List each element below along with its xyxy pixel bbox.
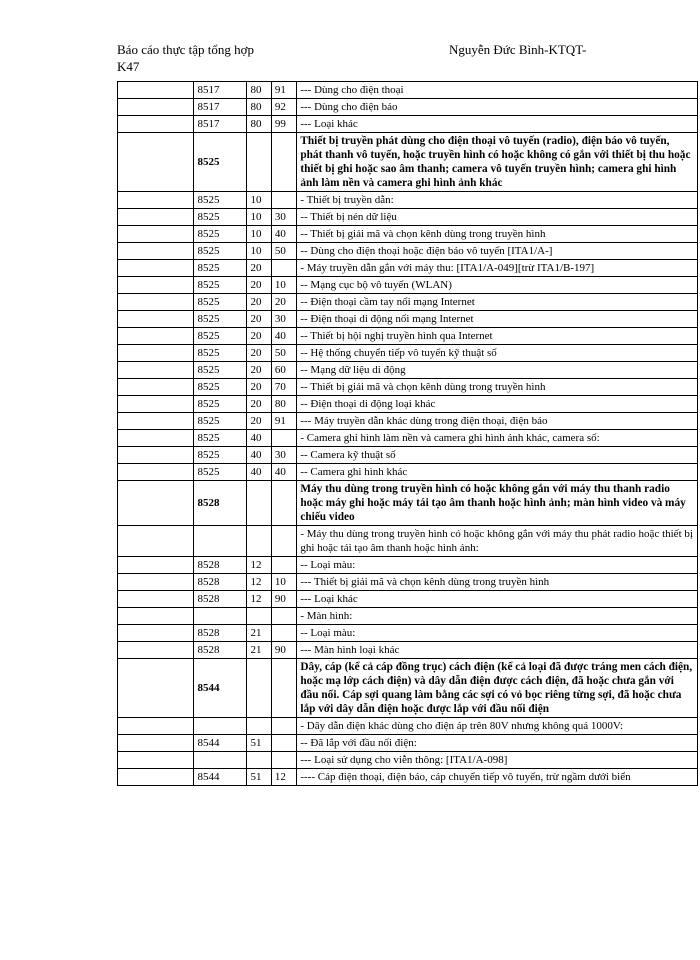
item-code-cell: 91 [271, 413, 296, 430]
heading-code-cell: 8528 [194, 557, 247, 574]
blank-cell [118, 642, 194, 659]
subheading-code-cell [247, 481, 271, 526]
item-code-cell: 40 [271, 226, 296, 243]
table-row [118, 608, 698, 625]
subheading-code-cell: 20 [247, 345, 271, 362]
subheading-code-cell: 12 [247, 574, 271, 591]
description-cell: -- Điện thoại di động loại khác [297, 396, 698, 413]
author-name: Nguyễn Đức Bình-KTQT- [449, 42, 587, 57]
description-cell: --- Máy truyền dẫn khác dùng trong điện thoại, điện báo [297, 413, 698, 430]
heading-code-cell: 8525 [194, 362, 247, 379]
blank-cell [118, 718, 194, 735]
blank-cell [118, 464, 194, 481]
heading-code-cell: 8517 [194, 116, 247, 133]
subheading-code-cell: 10 [247, 243, 271, 260]
heading-code-cell: 8525 [194, 209, 247, 226]
blank-cell [118, 328, 194, 345]
subheading-code-cell: 21 [247, 625, 271, 642]
subheading-code-cell: 12 [247, 557, 271, 574]
item-code-cell: 90 [271, 642, 296, 659]
blank-cell [118, 735, 194, 752]
blank-cell [118, 413, 194, 430]
blank-cell [118, 526, 194, 557]
item-code-cell: 90 [271, 591, 296, 608]
description-cell: -- Hệ thống chuyển tiếp vô tuyến kỹ thuật số [297, 345, 698, 362]
item-code-cell: 80 [271, 396, 296, 413]
subheading-code-cell: 51 [247, 735, 271, 752]
blank-cell [118, 82, 194, 99]
description-cell: -- Điện thoại cầm tay nối mạng Internet [297, 294, 698, 311]
subheading-code-cell: 10 [247, 226, 271, 243]
heading-code-cell: 8525 [194, 192, 247, 209]
blank-cell [118, 294, 194, 311]
item-code-cell: 12 [271, 769, 296, 786]
item-code-cell: 91 [271, 82, 296, 99]
table-row [118, 116, 698, 133]
heading-code-cell: 8525 [194, 277, 247, 294]
heading-code-cell: 8528 [194, 642, 247, 659]
subheading-code-cell [247, 608, 271, 625]
item-code-cell: 60 [271, 362, 296, 379]
blank-cell [118, 311, 194, 328]
heading-code-cell: 8525 [194, 345, 247, 362]
table-row [118, 192, 698, 209]
table-row [118, 464, 698, 481]
subheading-code-cell: 20 [247, 311, 271, 328]
item-code-cell [271, 735, 296, 752]
item-code-cell: 40 [271, 328, 296, 345]
table-row [118, 277, 698, 294]
item-code-cell: 99 [271, 116, 296, 133]
blank-cell [118, 591, 194, 608]
heading-code-cell: 8544 [194, 659, 247, 718]
table-row [118, 625, 698, 642]
item-code-cell: 30 [271, 311, 296, 328]
blank-cell [118, 243, 194, 260]
subheading-code-cell: 20 [247, 328, 271, 345]
heading-code-cell: 8528 [194, 574, 247, 591]
item-code-cell [271, 192, 296, 209]
subheading-code-cell: 20 [247, 413, 271, 430]
subheading-code-cell: 40 [247, 447, 271, 464]
table-row [118, 328, 698, 345]
description-cell: Dây, cáp (kể cả cáp đồng trục) cách điện (kể cả loại đã được tráng men cách điện, hoặc mạ lớp cách điện) và dây dẫn điện được cách điện, đã hoặc chưa gắn với đầu nối. Cáp sợi quang làm bằng các sợi có vỏ bọc riêng từng sợi, đã hoặc chưa lắp với dây dẫn điện hoặc được lắp với đầu nối điện [297, 659, 698, 718]
blank-cell [118, 277, 194, 294]
blank-cell [118, 430, 194, 447]
table-row [118, 769, 698, 786]
item-code-cell [271, 430, 296, 447]
heading-code-cell: 8525 [194, 413, 247, 430]
blank-cell [118, 226, 194, 243]
heading-code-cell: 8528 [194, 591, 247, 608]
item-code-cell: 50 [271, 243, 296, 260]
description-cell: - Thiết bị truyền dẫn: [297, 192, 698, 209]
heading-code-cell: 8525 [194, 226, 247, 243]
description-cell: - Camera ghi hình làm nền và camera ghi hình ảnh khác, camera số: [297, 430, 698, 447]
heading-code-cell: 8525 [194, 430, 247, 447]
description-cell: --- Dùng cho điện báo [297, 99, 698, 116]
subheading-code-cell: 80 [247, 116, 271, 133]
heading-code-cell: 8525 [194, 311, 247, 328]
heading-code-cell: 8544 [194, 735, 247, 752]
item-code-cell: 10 [271, 277, 296, 294]
table-row-heading [118, 133, 698, 192]
blank-cell [118, 608, 194, 625]
description-cell: Máy thu dùng trong truyền hình có hoặc không gắn với máy thu thanh radio hoặc máy ghi hoặc máy tái tạo âm thanh hoặc hình ảnh; màn hình video và máy chiếu video [297, 481, 698, 526]
description-cell: -- Loại màu: [297, 625, 698, 642]
blank-cell [118, 659, 194, 718]
table-row [118, 557, 698, 574]
blank-cell [118, 557, 194, 574]
table-row [118, 574, 698, 591]
heading-code-cell: 8525 [194, 396, 247, 413]
blank-cell [118, 574, 194, 591]
blank-cell [118, 362, 194, 379]
description-cell: - Màn hình: [297, 608, 698, 625]
table-row [118, 396, 698, 413]
description-cell: --- Loại khác [297, 591, 698, 608]
table-row [118, 82, 698, 99]
blank-cell [118, 447, 194, 464]
blank-cell [118, 379, 194, 396]
heading-code-cell: 8525 [194, 464, 247, 481]
item-code-cell: 10 [271, 574, 296, 591]
description-cell: -- Camera kỹ thuật số [297, 447, 698, 464]
tariff-table [117, 81, 698, 786]
description-cell: -- Loại màu: [297, 557, 698, 574]
item-code-cell: 92 [271, 99, 296, 116]
table-row [118, 226, 698, 243]
subheading-code-cell: 20 [247, 379, 271, 396]
blank-cell [118, 752, 194, 769]
subheading-code-cell: 21 [247, 642, 271, 659]
blank-cell [118, 209, 194, 226]
subheading-code-cell: 20 [247, 362, 271, 379]
description-cell: -- Đã lắp với đầu nối điện: [297, 735, 698, 752]
description-cell: --- Thiết bị giải mã và chọn kênh dùng trong truyền hình [297, 574, 698, 591]
heading-code-cell: 8525 [194, 243, 247, 260]
item-code-cell [271, 260, 296, 277]
item-code-cell: 70 [271, 379, 296, 396]
subheading-code-cell [247, 752, 271, 769]
heading-code-cell [194, 526, 247, 557]
heading-code-cell: 8525 [194, 447, 247, 464]
heading-code-cell: 8528 [194, 481, 247, 526]
table-row [118, 99, 698, 116]
heading-code-cell: 8517 [194, 82, 247, 99]
subheading-code-cell: 51 [247, 769, 271, 786]
subheading-code-cell [247, 133, 271, 192]
table-row [118, 413, 698, 430]
blank-cell [118, 625, 194, 642]
description-cell: ---- Cáp điện thoại, điện báo, cáp chuyển tiếp vô tuyến, trừ ngầm dưới biển [297, 769, 698, 786]
table-row [118, 430, 698, 447]
item-code-cell: 30 [271, 447, 296, 464]
subheading-code-cell: 40 [247, 430, 271, 447]
blank-cell [118, 481, 194, 526]
table-row [118, 294, 698, 311]
description-cell: -- Thiết bị giải mã và chọn kênh dùng trong truyền hình [297, 226, 698, 243]
description-cell: -- Mạng cục bộ vô tuyến (WLAN) [297, 277, 698, 294]
subheading-code-cell: 10 [247, 209, 271, 226]
heading-code-cell: 8525 [194, 328, 247, 345]
item-code-cell: 50 [271, 345, 296, 362]
description-cell: -- Điện thoại di động nối mạng Internet [297, 311, 698, 328]
heading-code-cell: 8544 [194, 769, 247, 786]
item-code-cell [271, 718, 296, 735]
table-row [118, 591, 698, 608]
subheading-code-cell: 20 [247, 260, 271, 277]
table-row [118, 362, 698, 379]
blank-cell [118, 192, 194, 209]
blank-cell [118, 345, 194, 362]
heading-code-cell: 8525 [194, 133, 247, 192]
table-row [118, 260, 698, 277]
description-cell: --- Màn hình loại khác [297, 642, 698, 659]
blank-cell [118, 99, 194, 116]
subheading-code-cell [247, 526, 271, 557]
table-row-heading [118, 659, 698, 718]
subheading-code-cell [247, 659, 271, 718]
item-code-cell [271, 526, 296, 557]
description-cell: -- Thiết bị giải mã và chọn kênh dùng trong truyền hình [297, 379, 698, 396]
description-cell: -- Camera ghi hình khác [297, 464, 698, 481]
description-cell: Thiết bị truyền phát dùng cho điện thoại vô tuyến (radio), điện báo vô tuyến, phát thanh vô tuyến, hoặc truyền hình có hoặc không có gắn với thiết bị thu hoặc thiết bị ghi hoặc sao âm thanh; camera vô tuyến truyền hình; camera ghi hình ảnh làm nền và camera ghi hình ảnh khác [297, 133, 698, 192]
heading-code-cell: 8517 [194, 99, 247, 116]
item-code-cell [271, 557, 296, 574]
item-code-cell [271, 752, 296, 769]
description-cell: -- Dùng cho điện thoại hoặc điện báo vô tuyến [ITA1/A-] [297, 243, 698, 260]
item-code-cell: 20 [271, 294, 296, 311]
description-cell: -- Thiết bị hội nghị truyền hình qua Internet [297, 328, 698, 345]
item-code-cell: 40 [271, 464, 296, 481]
subheading-code-cell: 20 [247, 396, 271, 413]
table-row [118, 311, 698, 328]
description-cell: --- Dùng cho điện thoại [297, 82, 698, 99]
description-cell: - Dây dẫn điện khác dùng cho điện áp trên 80V nhưng không quá 1000V: [297, 718, 698, 735]
heading-code-cell: 8525 [194, 260, 247, 277]
blank-cell [118, 116, 194, 133]
subheading-code-cell: 20 [247, 294, 271, 311]
subheading-code-cell: 40 [247, 464, 271, 481]
report-title: Báo cáo thực tập tổng hợp [117, 42, 255, 57]
table-row [118, 345, 698, 362]
item-code-cell: 30 [271, 209, 296, 226]
heading-code-cell [194, 608, 247, 625]
item-code-cell [271, 133, 296, 192]
table-row [118, 243, 698, 260]
item-code-cell [271, 481, 296, 526]
table-row [118, 447, 698, 464]
heading-code-cell: 8528 [194, 625, 247, 642]
description-cell: -- Thiết bị nén dữ liệu [297, 209, 698, 226]
subheading-code-cell: 80 [247, 99, 271, 116]
table-row [118, 752, 698, 769]
description-cell: -- Mạng dữ liệu di động [297, 362, 698, 379]
table-row [118, 209, 698, 226]
subheading-code-cell: 80 [247, 82, 271, 99]
subheading-code-cell: 20 [247, 277, 271, 294]
class-code: K47 [117, 59, 140, 74]
table-row-heading [118, 481, 698, 526]
subheading-code-cell [247, 718, 271, 735]
heading-code-cell: 8525 [194, 379, 247, 396]
heading-code-cell [194, 752, 247, 769]
description-cell: --- Loại khác [297, 116, 698, 133]
heading-code-cell: 8525 [194, 294, 247, 311]
blank-cell [118, 396, 194, 413]
subheading-code-cell: 12 [247, 591, 271, 608]
tariff-table-body [118, 82, 698, 786]
description-cell: - Máy truyền dẫn gắn với máy thu: [ITA1/A-049][trừ ITA1/B-197] [297, 260, 698, 277]
table-row [118, 379, 698, 396]
subheading-code-cell: 10 [247, 192, 271, 209]
table-row [118, 718, 698, 735]
blank-cell [118, 769, 194, 786]
heading-code-cell [194, 718, 247, 735]
item-code-cell [271, 608, 296, 625]
description-cell: - Máy thu dùng trong truyền hình có hoặc không gắn với máy thu phát radio hoặc thiết bị ghi hoặc tái tạo âm thanh hoặc hình ảnh: [297, 526, 698, 557]
item-code-cell [271, 659, 296, 718]
table-row [118, 642, 698, 659]
blank-cell [118, 133, 194, 192]
table-row [118, 735, 698, 752]
item-code-cell [271, 625, 296, 642]
description-cell: --- Loại sử dụng cho viễn thông: [ITA1/A-098] [297, 752, 698, 769]
table-row [118, 526, 698, 557]
blank-cell [118, 260, 194, 277]
